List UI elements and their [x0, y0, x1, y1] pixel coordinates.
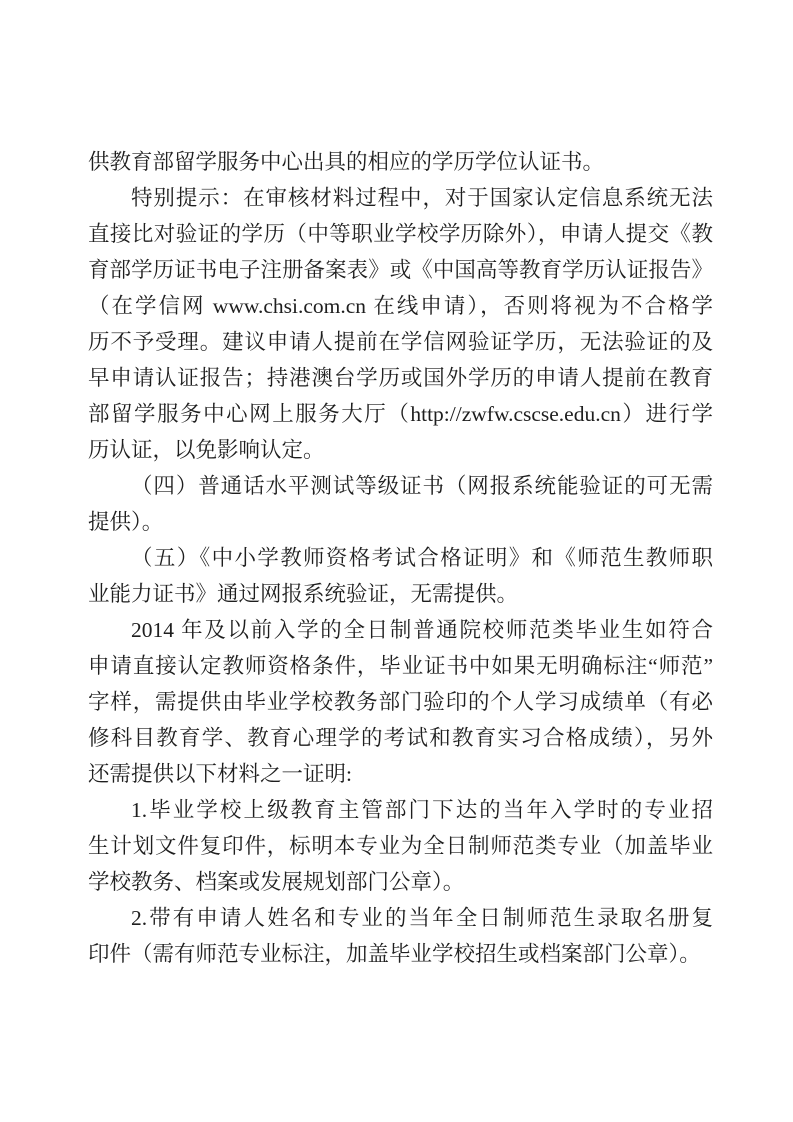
- text-line: 2.带有申请人姓名和专业的当年全日制师范生录取名册复: [131, 906, 713, 930]
- text-line: （五）《中小学教师资格考试合格证明》和《师范生教师职: [131, 546, 713, 570]
- text-line: 修科目教育学、教育心理学的考试和教育实习合格成绩），另外: [88, 726, 713, 750]
- text-line: 直接比对验证的学历（中等职业学校学历除外），申请人提交《教: [88, 222, 713, 246]
- text-line: 育部学历证书电子注册备案表》或《中国高等教育学历认证报告》: [88, 258, 713, 282]
- text-line: 业能力证书》通过网报系统验证，无需提供。: [88, 582, 519, 606]
- text-line: 印件（需有师范专业标注，加盖毕业学校招生或档案部门公章）。: [88, 942, 701, 966]
- text-line: 生计划文件复印件，标明本专业为全日制师范类专业（加盖毕业: [88, 834, 713, 858]
- document-body: [88, 144, 713, 972]
- text-line: 历认证，以免影响认定。: [88, 438, 325, 462]
- text-line: 早申请认证报告；持港澳台学历或国外学历的申请人提前在教育: [88, 366, 713, 390]
- text-line: 2014 年及以前入学的全日制普通院校师范类毕业生如符合: [131, 618, 713, 642]
- text-line: 字样，需提供由毕业学校教务部门验印的个人学习成绩单（有必: [88, 690, 713, 714]
- text-line: 特别提示：在审核材料过程中，对于国家认定信息系统无法: [131, 186, 713, 210]
- text-line: 申请直接认定教师资格条件，毕业证书中如果无明确标注“师范”: [88, 654, 713, 678]
- text-line: 1.毕业学校上级教育主管部门下达的当年入学时的专业招: [131, 798, 713, 822]
- text-line: （在学信网 www.chsi.com.cn 在线申请），否则将视为不合格学: [88, 294, 713, 318]
- text-line: 提供）。: [88, 510, 164, 534]
- text-line: 供教育部留学服务中心出具的相应的学历学位认证书。: [88, 150, 605, 174]
- text-line: 学校教务、档案或发展规划部门公章）。: [88, 870, 465, 894]
- text-line: 历不予受理。建议申请人提前在学信网验证学历，无法验证的及: [88, 330, 713, 354]
- text-line: 部留学服务中心网上服务大厅（http://zwfw.cscse.edu.cn）进行学: [88, 402, 713, 426]
- text-line: 还需提供以下材料之一证明:: [88, 762, 352, 786]
- text-line: （四）普通话水平测试等级证书（网报系统能验证的可无需: [131, 474, 713, 498]
